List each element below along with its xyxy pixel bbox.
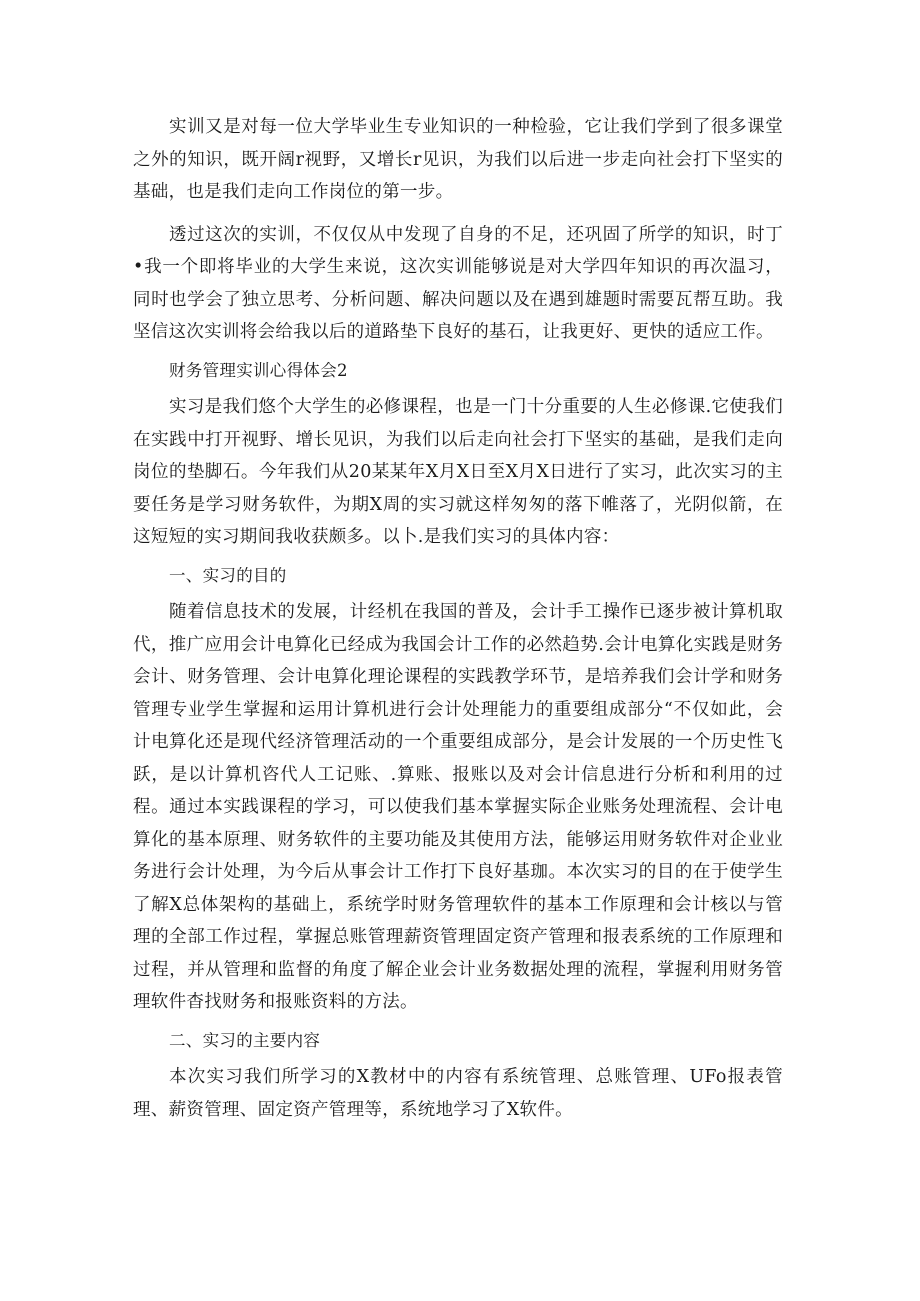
section-title-report-2: 财务管理实训心得体会2	[169, 360, 348, 380]
paragraph-intro: 实训又是对每一位大学毕业生专业知识的一种检验，它让我们学到了很多课堂之外的知识，既开阔r视野，又增长r见识，为我们以后进一步走向社会打下坚实的基础，也是我们走向工作岗位的第一步。	[133, 117, 783, 202]
document-page	[133, 111, 783, 1126]
paragraph-internship-overview: 实习是我们悠个大学生的必修课程，也是一门十分重要的人生必修课.它使我们在实践中打开视野、增长见识，为我们以后走向社会打下坚实的基础，是我们走向岗位的垫脚石。今年我们从20某某年X月X日至X月X日进行了实习，此次实习的主要任务是学习财务软件，为期X周的实习就这样匆匆的落下帷落了，光阴似箭，在这短短的实习期间我收获颇多。以卜.是我们实习的具体内容：	[133, 397, 783, 547]
section-heading-main-content: 二、实习的主要内容	[169, 1030, 321, 1050]
paragraph-reflection: 透过这次的实训，不仅仅从中发现了自身的不足，还巩固了所学的知识，时丁•我一个即将毕业的大学生来说，这次实训能够说是对大学四年知识的再次温习，同时也学会了独立思考、分析问题、解决问题以及在遇到雄题时需要瓦帮互助。我坚信这次实训将会给我以后的道路垫下良好的基石，让我更好、更快的适应工作。	[133, 224, 783, 342]
section-heading-purpose: 一、实习的目的	[169, 565, 287, 585]
paragraph-purpose: 随着信息技术的发展，计经机在我国的普及，会计手工操作已逐步被计算机取代，推广应用会计电算化已经成为我国会计工作的必然趋势.会计电算化实践是财务会计、财务管理、会计电算化理论课程的实践教学环节，是培养我们会计学和财务管理专业学生掌握和运用计算机进行会计处理能力的重要组成部分“不仅如此，会计电算化还是现代经济管理活动的一个重要组成部分，是会计发展的一个历史性飞跃，是以计算机咨代人工记账、.算账、报账以及对会计信息进行分析和利用的过程。通过本实践课程的学习，可以使我们基本掌握实际企业账务处理流程、会计电算化的基本原理、财务软件的主要功能及其使用方法，能够运用财务软件对企业业务进行会计处理，为今后从事会计工作打下良好基珈。本次实习的目的在于使学生了解X总体架构的基础上，系统学时财务管理软件的基本工作原理和会计核以与管理的全部工作过程，掌握总账管理薪资管理固定资产管理和报表系统的工作原理和过程，并从管理和监督的角度了解企业会计业务数据处理的流程，掌握利用财务管理软件杳找财务和报账资料的方法。	[133, 602, 783, 1012]
paragraph-main-content: 本次实习我们所学习的X教材中的内容有系统管理、总账管理、UFo报表管理、薪资管理、固定资产管理等，系统地学习了X软件。	[133, 1067, 783, 1120]
